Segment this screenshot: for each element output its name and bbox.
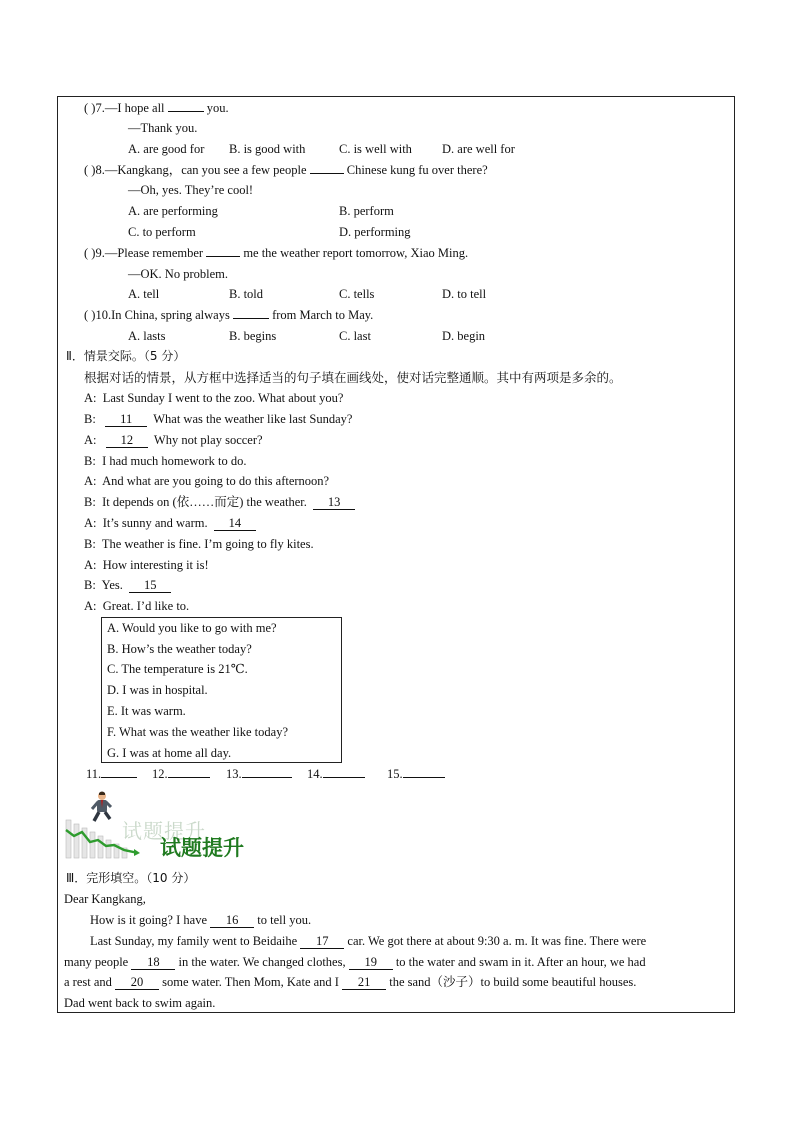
answer-slot xyxy=(152,767,210,782)
option-b: B. perform xyxy=(339,204,394,218)
blank[interactable] xyxy=(310,173,344,174)
speaker: A: xyxy=(84,558,97,572)
speaker: B: xyxy=(84,495,96,509)
dialogue-text: The weather is fine. I’m going to fly kites. xyxy=(101,537,314,551)
speaker: A: xyxy=(84,599,97,613)
dialogue-text: Great. I’d like to. xyxy=(102,599,190,613)
passage-line xyxy=(64,955,646,970)
option-item: E. It was warm. xyxy=(107,704,186,718)
option-item: A. Would you like to go with me? xyxy=(107,621,277,635)
passage-text: car. We got there at about 9:30 a. m. It was fine. There were xyxy=(344,934,647,948)
blank[interactable] xyxy=(206,256,240,257)
option-a: A. are good for xyxy=(128,142,205,156)
dialogue-text: It’s sunny and warm. xyxy=(102,516,208,530)
option-a: A. lasts xyxy=(128,329,166,343)
answer-blank[interactable] xyxy=(168,777,210,778)
dialogue-text: What was the weather like last Sunday? xyxy=(153,412,353,426)
blank-16[interactable]: 16 xyxy=(210,914,254,928)
passage-line xyxy=(64,975,636,990)
question-text: from March to May. xyxy=(268,308,374,322)
speaker: A: xyxy=(84,433,97,447)
question-10 xyxy=(84,308,373,323)
answer-bracket[interactable]: ( )10. xyxy=(84,308,112,322)
passage-text: How is it going? I have xyxy=(90,913,211,927)
question-9 xyxy=(84,246,468,261)
answer-slot xyxy=(86,767,137,782)
option-c: C. to perform xyxy=(128,225,196,239)
answer-label: 14. xyxy=(307,767,323,781)
option-item: D. I was in hospital. xyxy=(107,683,208,697)
blank-20[interactable]: 20 xyxy=(115,976,159,990)
answer-label: 12. xyxy=(152,767,168,781)
blank-15[interactable]: 15 xyxy=(129,579,171,593)
option-d: D. performing xyxy=(339,225,411,239)
blank-17[interactable]: 17 xyxy=(300,935,344,949)
option-d: D. begin xyxy=(442,329,486,343)
answer-blank[interactable] xyxy=(242,777,292,778)
answer-blank[interactable] xyxy=(323,777,365,778)
dialogue-line xyxy=(84,537,314,552)
option-b: B. begins xyxy=(229,329,277,343)
question-text: —Kangkang，can you see a few people xyxy=(104,163,310,177)
answer-bracket[interactable]: ( )8. xyxy=(84,163,105,177)
speaker: B: xyxy=(84,454,96,468)
dialogue-line xyxy=(84,433,263,448)
reply: —OK. No problem. xyxy=(128,267,228,281)
question-text: you. xyxy=(203,101,229,115)
option-item: G. I was at home all day. xyxy=(107,746,232,760)
answer-label: 15. xyxy=(387,767,403,781)
dialogue-line xyxy=(84,454,246,469)
question-text: —Please remember xyxy=(104,246,207,260)
speaker: A: xyxy=(84,474,97,488)
blank-19[interactable]: 19 xyxy=(349,956,393,970)
dialogue-line xyxy=(84,495,355,510)
blank-11[interactable]: 11 xyxy=(105,413,147,427)
passage-line xyxy=(90,913,311,928)
answer-slot xyxy=(387,767,445,782)
option-c: C. is well with xyxy=(339,142,412,156)
passage-text: to tell you. xyxy=(254,913,312,927)
option-d: D. are well for xyxy=(442,142,515,156)
answer-bracket[interactable]: ( )7. xyxy=(84,101,105,115)
option-a: A. are performing xyxy=(128,204,218,218)
passage-line xyxy=(90,934,646,949)
option-item: F. What was the weather like today? xyxy=(107,725,288,739)
option-c: C. last xyxy=(339,329,371,343)
passage-text: a rest and xyxy=(64,975,116,989)
passage-text: some water. Then Mom, Kate and I xyxy=(159,975,343,989)
section-3-heading: Ⅲ．完形填空。（10 分） xyxy=(66,871,196,885)
answer-slot xyxy=(226,767,292,782)
question-8 xyxy=(84,163,488,178)
question-text: —I hope all xyxy=(104,101,168,115)
dialogue-line xyxy=(84,516,256,531)
blank[interactable] xyxy=(233,318,269,319)
speaker: B: xyxy=(84,537,96,551)
reply: —Oh, yes. They’re cool! xyxy=(128,183,254,197)
question-text: In China, spring always xyxy=(111,308,233,322)
question-7 xyxy=(84,101,229,116)
option-item: B. How’s the weather today? xyxy=(107,642,252,656)
blank[interactable] xyxy=(168,111,204,112)
blank-14[interactable]: 14 xyxy=(214,517,256,531)
blank-21[interactable]: 21 xyxy=(342,976,386,990)
dialogue-line xyxy=(84,558,209,573)
answer-blank[interactable] xyxy=(403,777,445,778)
blank-12[interactable]: 12 xyxy=(106,434,148,448)
reply: —Thank you. xyxy=(128,121,198,135)
passage-text: the sand（沙子）to build some beautiful houses. xyxy=(386,975,637,989)
letter-greeting: Dear Kangkang, xyxy=(64,892,146,906)
answer-slot xyxy=(307,767,365,782)
banner-shadow-text: 试题提升 xyxy=(122,819,206,843)
dialogue-text: Yes. xyxy=(101,578,123,592)
option-item: C. The temperature is 21℃. xyxy=(107,662,248,676)
speaker: A: xyxy=(84,516,97,530)
dialogue-text: Last Sunday I went to the zoo. What about you? xyxy=(102,391,344,405)
option-a: A. tell xyxy=(128,287,160,301)
option-b: B. is good with xyxy=(229,142,306,156)
blank-18[interactable]: 18 xyxy=(131,956,175,970)
option-d: D. to tell xyxy=(442,287,487,301)
answer-label: 11. xyxy=(86,767,102,781)
dialogue-line xyxy=(84,391,343,406)
option-b: B. told xyxy=(229,287,264,301)
dialogue-line xyxy=(84,412,352,427)
speaker: A: xyxy=(84,391,97,405)
passage-text: in the water. We changed clothes, xyxy=(175,955,349,969)
option-c: C. tells xyxy=(339,287,375,301)
speaker: B: xyxy=(84,412,96,426)
dialogue-line xyxy=(84,599,189,614)
dialogue-text: And what are you going to do this afternoon? xyxy=(102,474,330,488)
blank-13[interactable]: 13 xyxy=(313,496,355,510)
dialogue-text: I had much homework to do. xyxy=(102,454,247,468)
answer-blank[interactable] xyxy=(101,777,137,778)
dialogue-text: How interesting it is! xyxy=(102,558,209,572)
dialogue-line xyxy=(84,578,171,593)
question-text: me the weather report tomorrow, Xiao Ming. xyxy=(240,246,469,260)
section-2-instruction: 根据对话的情景，从方框中选择适当的句子填在画线处，使对话完整通顺。其中有两项是多余的。 xyxy=(84,370,622,385)
passage-text: Last Sunday, my family went to Beidaihe xyxy=(90,934,301,948)
passage-text: to the water and swam in it. After an hour, we had xyxy=(392,955,646,969)
banner-title: 试题提升 xyxy=(160,836,244,860)
dialogue-text: Why not play soccer? xyxy=(153,433,263,447)
dialogue-text: It depends on (依……而定) the weather. xyxy=(102,495,307,509)
answer-bracket[interactable]: ( )9. xyxy=(84,246,105,260)
passage-line: Dad went back to swim again. xyxy=(64,996,216,1010)
passage-text: many people xyxy=(64,955,132,969)
answer-label: 13. xyxy=(226,767,242,781)
section-2-heading: Ⅱ．情景交际。（5 分） xyxy=(66,349,186,363)
speaker: B: xyxy=(84,578,96,592)
question-text: Chinese kung fu over there? xyxy=(343,163,488,177)
dialogue-line xyxy=(84,474,329,489)
